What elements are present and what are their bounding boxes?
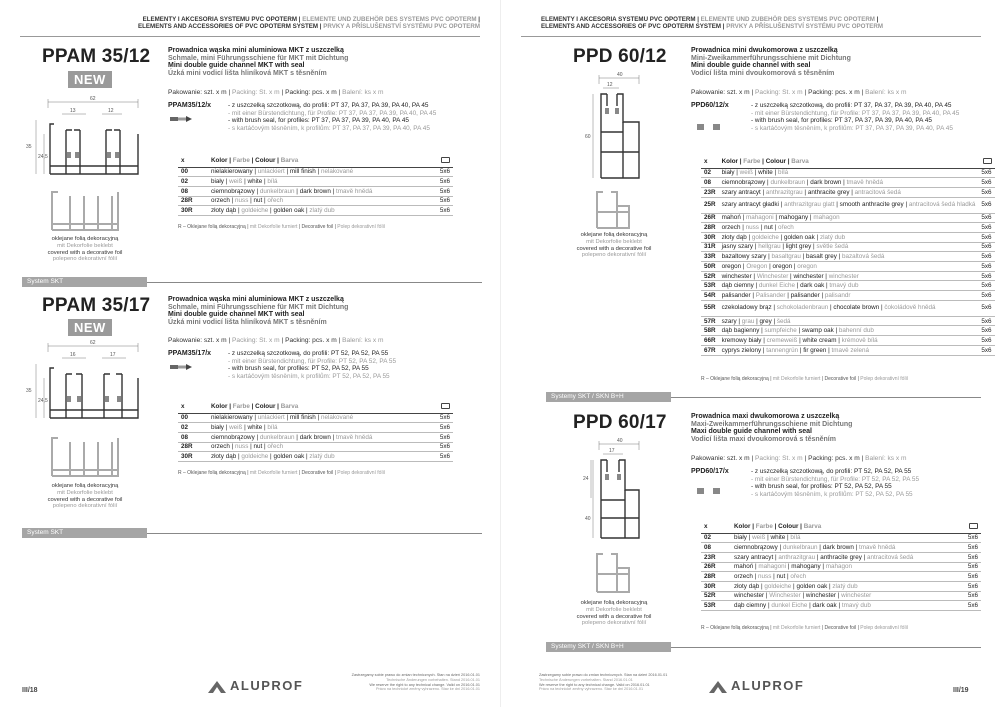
page-header: ELEMENTY I AKCESORIA SYSTEMU PVC OPOTERM | ELEMENTE UND ZUBEHÖR DES SYSTEMS PVC OPOTERM | ELEMENTS AND ACCESSORIES OF PVC OPOTERM SYSTEM | PRVKY A PŘÍSLUŠENSTVÍ SYSTÉMU PVC OPOTERM: [138, 16, 480, 31]
aluprof-logo-icon: [206, 679, 228, 695]
product-description: Prowadnica mini dwukomorowa z uszczelką Mini-Zweikammerführungsschiene mit Dichtung Mini double guide channel with seal Vodicí lišta mini dvoukomorová s těsněním: [691, 47, 851, 77]
table-row: [701, 262, 995, 272]
color-code: 53R: [701, 281, 719, 291]
brush-seal-icon: [168, 362, 196, 372]
table-row: [178, 196, 453, 206]
pack-qty: 5x6: [423, 423, 453, 433]
color-code: 00: [178, 413, 208, 423]
dim-label: 17: [609, 448, 615, 454]
seal-info: - z uszczelką szczotkową, do profili: PT 37, PA 37, PA 39, PA 40, PA 45 - mit einer Bürstendichtung, für Profile: PT 37, PA 37, PA 39, PA 40, PA 45 - with brush seal, for profiles: PT 37, PA 37, PA 39, PA 40, PA 45 - s kartáčovým těsněním, k profilům: PT 37, PA 37, PA 39, PA 40, PA 45: [751, 102, 960, 132]
color-name: szary antracyt gładki | anthrazitgrau glatt | smooth anthracite grey | antracitová šedá hladká: [719, 197, 979, 213]
color-name: mahoń | mahagoni | mahogany | mahagon: [719, 213, 979, 223]
dim-label: 16: [70, 352, 76, 358]
color-code: 23R: [701, 552, 731, 562]
table-body: [701, 533, 981, 611]
color-name: orzech | nuss | nut | ořech: [719, 223, 979, 233]
table-row: [701, 168, 995, 178]
color-table: [701, 520, 981, 611]
table-row: [701, 326, 995, 336]
table-row: [701, 242, 995, 252]
profile-foil-thumb: [593, 550, 633, 594]
dim-label: 40: [585, 516, 591, 522]
color-code: 30R: [178, 206, 208, 216]
pack-qty: 5x6: [951, 581, 981, 591]
pack-qty: 5x6: [978, 281, 994, 291]
pack-qty: 5x6: [978, 242, 994, 252]
color-name: złoty dąb | goldeiche | golden oak | zlatý dub: [208, 206, 423, 216]
table-row: [701, 197, 995, 213]
foil-caption: oklejane folią dekoracyjną mit Dekorfolie beklebt covered with a decorative foil polepeno dekorativní fólií: [47, 236, 123, 263]
table-row: [178, 177, 453, 187]
pack-qty: 5x6: [978, 252, 994, 262]
table-row: [701, 543, 981, 553]
color-code: 02: [701, 533, 731, 543]
color-name: nielakierowany | unlackiert | mill finish | nelakované: [208, 413, 423, 423]
color-name: nielakierowany | unlackiert | mill finish | nelakované: [208, 167, 423, 177]
system-label: Systemy SKT / SKN B+H: [546, 642, 671, 652]
pack-qty: 5x6: [978, 223, 994, 233]
new-badge: NEW: [68, 319, 112, 336]
color-code: 52R: [701, 591, 731, 601]
pack-qty: 5x6: [978, 291, 994, 301]
pack-qty: 5x6: [423, 196, 453, 206]
pack-qty: 5x6: [423, 452, 453, 462]
brush-seal-icon: [695, 486, 723, 496]
table-row: [701, 223, 995, 233]
col-x: x: [178, 154, 208, 167]
table-row: [701, 601, 981, 611]
table-row: [178, 167, 453, 177]
page-number: III/18: [22, 687, 38, 694]
seal-info: - z uszczelką szczotkową, do profili: PT 52, PA 52, PA 55 - mit einer Bürstendichtung, für Profile: PT 52, PA 52, PA 55 - with brush seal, for profiles: PT 52, PA 52, PA 55 - s kartáčovým těsněním, k profilům: PT 52, PA 52, PA 55: [228, 350, 397, 380]
right-page: [500, 0, 1000, 707]
product-code: PPAM 35/17: [42, 295, 151, 316]
col-colour: Kolor | Farbe | Colour | Barva: [208, 400, 423, 413]
table-row: [178, 452, 453, 462]
color-code: 30R: [701, 232, 719, 242]
dim-label: 13: [70, 108, 76, 114]
brush-seal-icon: [695, 122, 723, 132]
color-code: 08: [701, 178, 719, 188]
col-x: x: [701, 155, 719, 168]
table-row: [701, 178, 995, 188]
foil-caption: oklejane folią dekoracyjną mit Dekorfolie beklebt covered with a decorative foil polepeno dekorativní fólií: [47, 483, 123, 510]
color-code: 08: [178, 432, 208, 442]
table-row: [701, 591, 981, 601]
foil-caption: oklejane folią dekoracyjną mit Dekorfolie beklebt covered with a decorative foil polepeno dekorativní fólií: [576, 600, 652, 627]
pack-qty: 5x6: [423, 186, 453, 196]
color-code: 02: [701, 168, 719, 178]
footnote: R – Oklejane folią dekoracyjną | mit Dekorfolie furniert | Decorative foil | Polep dekorativní fólií: [701, 376, 909, 382]
table-row: [701, 271, 995, 281]
pack-qty: 5x6: [423, 413, 453, 423]
color-code: 02: [178, 177, 208, 187]
product-code: PPAM 35/12: [42, 46, 151, 67]
pack-qty: 5x6: [423, 177, 453, 187]
brush-seal-icon: [168, 114, 196, 124]
pack-qty: 5x6: [423, 206, 453, 216]
pack-qty: 5x6: [978, 300, 994, 316]
dim-label: 12: [607, 82, 613, 88]
dim-label: 35: [26, 144, 32, 150]
color-name: złoty dąb | goldeiche | golden oak | zlatý dub: [719, 232, 979, 242]
color-name: jasny szary | hellgrau | light grey | světle šedá: [719, 242, 979, 252]
product-code: PPD 60/12: [573, 46, 667, 67]
pack-qty: 5x6: [951, 562, 981, 572]
color-name: złoty dąb | goldeiche | golden oak | zlatý dub: [208, 452, 423, 462]
pack-qty: 5x6: [978, 197, 994, 213]
pack-qty: 5x6: [951, 543, 981, 553]
color-code: 26R: [701, 213, 719, 223]
dim-label: 24,5: [38, 154, 48, 160]
color-code: 50R: [701, 262, 719, 272]
dim-label: 40: [617, 438, 623, 444]
col-colour: Kolor | Farbe | Colour | Barva: [719, 155, 979, 168]
pack-qty: 5x6: [978, 178, 994, 188]
table-row: [701, 300, 995, 316]
color-table: [178, 154, 453, 216]
product-description: Prowadnica wąska mini aluminiowa MKT z uszczelką Schmale, mini Führungsschiene für MKT mit Dichtung Mini double guide channel MKT with seal Úzká mini vodicí lišta hliníková MKT s těsněním: [168, 296, 349, 326]
color-code: 28R: [701, 572, 731, 582]
color-name: biały | weiß | white | bílá: [208, 177, 423, 187]
color-name: oregon | Oregon | oregon | oregon: [719, 262, 979, 272]
table-row: [701, 552, 981, 562]
color-name: szary | grau | grey | šedá: [719, 316, 979, 326]
table-row: [178, 432, 453, 442]
color-code: 31R: [701, 242, 719, 252]
color-name: winchester | Winchester | winchester | winchester: [719, 271, 979, 281]
color-name: winchester | Winchester | winchester | winchester: [731, 591, 951, 601]
pack-qty: 5x6: [978, 336, 994, 346]
page-number: III/19: [953, 687, 969, 694]
dim-label: 12: [108, 108, 114, 114]
profile-foil-thumb: [48, 186, 123, 234]
table-body: [178, 167, 453, 215]
table-row: [701, 345, 995, 355]
color-name: orzech | nuss | nut | ořech: [208, 196, 423, 206]
table-row: [701, 316, 995, 326]
system-label: System SKT: [22, 277, 147, 287]
table-row: [701, 281, 995, 291]
color-code: 52R: [701, 271, 719, 281]
color-code: 53R: [701, 601, 731, 611]
color-code: 28R: [178, 196, 208, 206]
color-code: 08: [701, 543, 731, 553]
table-row: [178, 413, 453, 423]
dim-label: 60: [585, 134, 591, 140]
dim-label: 62: [90, 96, 96, 102]
table-row: [701, 232, 995, 242]
system-label: System SKT: [22, 528, 147, 538]
color-name: dąb bagienny | sumpfeiche | swamp oak | bahenní dub: [719, 326, 979, 336]
color-name: biały | weiß | white | bílá: [208, 423, 423, 433]
table-body: [701, 168, 995, 355]
color-code: 02: [178, 423, 208, 433]
pack-qty: 5x6: [423, 167, 453, 177]
table-row: [178, 423, 453, 433]
color-name: czekoladowy brąz | schokoladenbraun | chocolate brown | čokoládově hnědá: [719, 300, 979, 316]
table-row: [701, 533, 981, 543]
table-row: [701, 562, 981, 572]
color-name: dąb ciemny | dunkel Eiche | dark oak | tmavý dub: [731, 601, 951, 611]
color-table: [701, 155, 995, 356]
color-name: biały | weiß | white | bílá: [731, 533, 951, 543]
dim-label: 24,5: [38, 398, 48, 404]
color-code: 33R: [701, 252, 719, 262]
article-number: PPD60/12/x: [691, 102, 729, 109]
dim-label: 24: [583, 476, 589, 482]
pack-qty: 5x6: [951, 552, 981, 562]
color-code: 25R: [701, 197, 719, 213]
pack-qty: 5x6: [951, 601, 981, 611]
aluprof-logo-icon: [707, 679, 729, 695]
table-row: [701, 252, 995, 262]
pack-qty: 5x6: [423, 442, 453, 452]
color-code: 26R: [701, 562, 731, 572]
col-x: x: [701, 520, 731, 533]
pack-qty: 5x6: [951, 591, 981, 601]
table-row: [701, 291, 995, 301]
box-icon: [423, 154, 453, 167]
dim-label: 17: [110, 352, 116, 358]
pack-qty: 5x6: [978, 262, 994, 272]
profile-drawing-ppd-60-12: [563, 72, 643, 182]
dim-label: 40: [617, 72, 623, 78]
pack-qty: 5x6: [978, 187, 994, 197]
article-number: PPAM35/12/x: [168, 102, 212, 109]
article-number: PPD60/17/x: [691, 468, 729, 475]
footnote: R – Oklejane folią dekoracyjną | mit Dekorfolie furniert | Decorative foil | Polep dekorativní fólií: [701, 625, 909, 631]
dim-label: 62: [90, 340, 96, 346]
profile-drawing-ppam-35-17: [20, 338, 150, 428]
color-code: 57R: [701, 316, 719, 326]
aluprof-logo: ALUPROF: [731, 678, 805, 693]
color-name: ciemnobrązowy | dunkelbraun | dark brown | tmavě hnědá: [719, 178, 979, 188]
color-name: szary antracyt | anthrazitgrau | anthracite grey | antracitová šedá: [731, 552, 951, 562]
pack-qty: 5x6: [978, 213, 994, 223]
pack-qty: 5x6: [423, 432, 453, 442]
color-name: biały | weiß | white | bílá: [719, 168, 979, 178]
color-table: [178, 400, 453, 462]
table-row: [701, 581, 981, 591]
color-code: 00: [178, 167, 208, 177]
packing-info: Pakowanie: szt. x m | Packing: St. x m | Packing: pcs. x m | Balení: ks x m: [691, 455, 907, 462]
color-name: szary antracyt | anthrazitgrau | anthracite grey | antracitová šedá: [719, 187, 979, 197]
product-description: Prowadnica maxi dwukomorowa z uszczelką Maxi-Zweikammerführungsschiene mit Dichtung Maxi double guide channel with seal Vodicí lišta maxi dvoukomorová s těsněním: [691, 413, 853, 443]
box-icon: [978, 155, 994, 168]
pack-qty: 5x6: [951, 533, 981, 543]
pack-qty: 5x6: [951, 572, 981, 582]
color-code: 08: [178, 186, 208, 196]
box-icon: [951, 520, 981, 533]
seal-info: - z uszczelką szczotkową, do profili: PT 52, PA 52, PA 55 - mit einer Bürstendichtung, für Profile: PT 52, PA 52, PA 55 - with brush seal, for profiles: PT 52, PA 52, PA 55 - s kartáčovým těsněním, k profilům: PT 52, PA 52, PA 55: [751, 468, 920, 498]
table-row: [701, 213, 995, 223]
color-code: 28R: [178, 442, 208, 452]
pack-qty: 5x6: [978, 316, 994, 326]
profile-foil-thumb: [48, 432, 123, 480]
color-code: 55R: [701, 300, 719, 316]
table-row: [701, 572, 981, 582]
profile-drawing-ppam-35-12: [20, 94, 150, 184]
color-name: bazaltowy szary | basaltgrau | basalt grey | bazaltová šedá: [719, 252, 979, 262]
system-label: Systemy SKT / SKN B+H: [546, 392, 671, 402]
profile-foil-thumb: [593, 188, 633, 230]
pack-qty: 5x6: [978, 168, 994, 178]
page-header: ELEMENTY I AKCESORIA SYSTEMU PVC OPOTERM | ELEMENTE UND ZUBEHÖR DES SYSTEMS PVC OPOTERM | ELEMENTS AND ACCESSORIES OF PVC OPOTERM SYSTEM | PRVKY A PŘÍSLUŠENSTVÍ SYSTÉMU PVC OPOTERM: [541, 16, 883, 31]
print-note: Zastrzegamy sobie prawo do zmian technicznych. Stan na dzień 2016.01.01 Technische Änderungen vorbehalten. Stand 2016.01.01 We reserve the right to any technical change. Valid on 2016.01.01 Právo na technické změny vyhrazeno. Stav ke dni 2016.01.01: [539, 673, 668, 692]
color-name: dąb ciemny | dunkel Eiche | dark oak | tmavý dub: [719, 281, 979, 291]
color-name: kremowy biały | cremeweiß | white cream | krémově bílá: [719, 336, 979, 346]
color-name: palisander | Palisander | palisander | palisandr: [719, 291, 979, 301]
table-row: [701, 336, 995, 346]
table-body: [178, 413, 453, 461]
color-code: 30R: [701, 581, 731, 591]
footnote: R – Oklejane folią dekoracyjną | mit Dekorfolie furniert | Decorative foil | Polep dekorativní fólií: [178, 224, 386, 230]
col-colour: Kolor | Farbe | Colour | Barva: [208, 154, 423, 167]
col-x: x: [178, 400, 208, 413]
product-description: Prowadnica wąska mini aluminiowa MKT z uszczelką Schmale, mini Führungsschiene für MKT mit Dichtung Mini double guide channel MKT with seal Úzká mini vodicí lišta hliníková MKT s těsněním: [168, 47, 349, 77]
table-row: [178, 442, 453, 452]
profile-drawing-ppd-60-17: [563, 438, 643, 543]
color-code: 54R: [701, 291, 719, 301]
color-name: ciemnobrązowy | dunkelbraun | dark brown | tmavě hnědá: [208, 432, 423, 442]
color-code: 67R: [701, 345, 719, 355]
color-name: orzech | nuss | nut | ořech: [731, 572, 951, 582]
packing-info: Pakowanie: szt. x m | Packing: St. x m | Packing: pcs. x m | Balení: ks x m: [168, 89, 384, 96]
color-name: orzech | nuss | nut | ořech: [208, 442, 423, 452]
color-name: ciemnobrązowy | dunkelbraun | dark brown | tmavě hnědá: [731, 543, 951, 553]
article-number: PPAM35/17/x: [168, 350, 212, 357]
seal-info: - z uszczelką szczotkową, do profili: PT 37, PA 37, PA 39, PA 40, PA 45 - mit einer Bürstendichtung, für Profile: PT 37, PA 37, PA 39, PA 40, PA 45 - with brush seal, for profiles: PT 37, PA 37, PA 39, PA 40, PA 45 - s kartáčovým těsněním, k profilům: PT 37, PA 37, PA 39, PA 40, PA 45: [228, 102, 437, 132]
table-row: [701, 187, 995, 197]
color-code: 23R: [701, 187, 719, 197]
new-badge: NEW: [68, 71, 112, 88]
pack-qty: 5x6: [978, 326, 994, 336]
footnote: R – Oklejane folią dekoracyjną | mit Dekorfolie furniert | Decorative foil | Polep dekorativní fólií: [178, 470, 386, 476]
table-row: [178, 186, 453, 196]
color-code: 28R: [701, 223, 719, 233]
box-icon: [423, 400, 453, 413]
pack-qty: 5x6: [978, 232, 994, 242]
foil-caption: oklejane folią dekoracyjną mit Dekorfolie beklebt covered with a decorative foil polepeno dekorativní fólií: [576, 232, 652, 259]
pack-qty: 5x6: [978, 271, 994, 281]
pack-qty: 5x6: [978, 345, 994, 355]
color-name: cyprys zielony | tannengrün | fir green | tmavě zelená: [719, 345, 979, 355]
color-name: mahoń | mahagoni | mahogany | mahagon: [731, 562, 951, 572]
col-colour: Kolor | Farbe | Colour | Barva: [731, 520, 951, 533]
color-code: 58R: [701, 326, 719, 336]
dim-label: 35: [26, 388, 32, 394]
color-code: 66R: [701, 336, 719, 346]
color-name: ciemnobrązowy | dunkelbraun | dark brown | tmavě hnědá: [208, 186, 423, 196]
packing-info: Pakowanie: szt. x m | Packing: St. x m | Packing: pcs. x m | Balení: ks x m: [168, 337, 384, 344]
packing-info: Pakowanie: szt. x m | Packing: St. x m | Packing: pcs. x m | Balení: ks x m: [691, 89, 907, 96]
table-row: [178, 206, 453, 216]
product-code: PPD 60/17: [573, 412, 667, 433]
color-code: 30R: [178, 452, 208, 462]
aluprof-logo: ALUPROF: [230, 678, 304, 693]
color-name: złoty dąb | goldeiche | golden oak | zlatý dub: [731, 581, 951, 591]
print-note: Zastrzegamy sobie prawo do zmian technicznych. Stan na dzień 2016.01.01 Technische Änderungen vorbehalten. Stand 2016.01.01 We reserve the right to any technical change. Valid on 2016.01.01 Právo na technické změny vyhrazeno. Stav ke dni 2016.01.01: [351, 673, 480, 692]
